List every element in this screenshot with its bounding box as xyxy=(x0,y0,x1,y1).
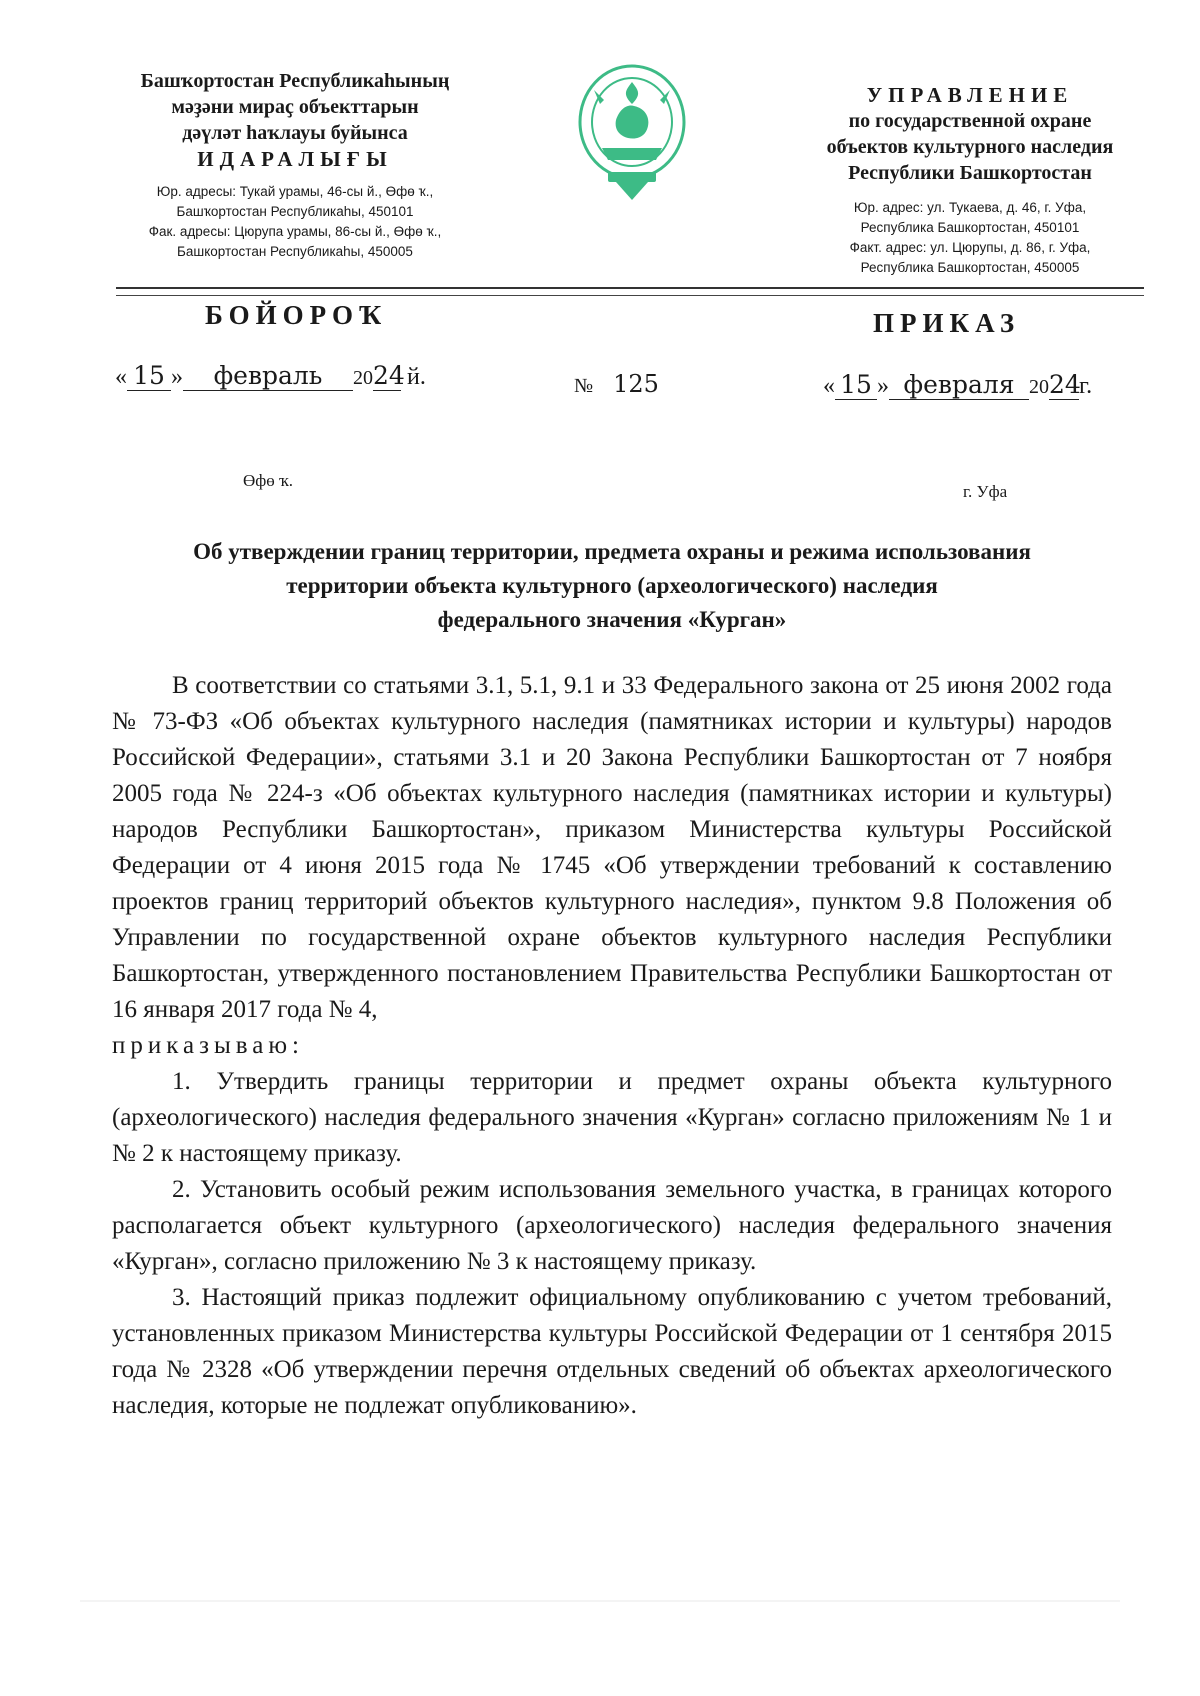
title-line-3: федерального значения «Курган» xyxy=(437,607,787,632)
address-bashkir xyxy=(100,182,490,262)
city-bashkir: Өфө ҡ. xyxy=(243,471,294,490)
address-line: Республика Башкортостан, 450005 xyxy=(860,260,1080,275)
number-value: 125 xyxy=(613,370,659,398)
date-year-prefix: 20 xyxy=(353,367,373,389)
org-name-russian-line-4: Республики Башкортостан xyxy=(848,162,1092,184)
quote-open: « xyxy=(115,364,127,390)
quote-close: » xyxy=(171,364,183,390)
number-sign: № xyxy=(574,375,594,397)
org-name-bashkir-line-3: дәүләт һаҡлауы буйынса xyxy=(182,122,408,144)
org-name-russian-line-3: объектов культурного наследия xyxy=(826,136,1114,158)
address-russian xyxy=(780,198,1160,278)
header-divider-thin xyxy=(116,295,1144,296)
preamble-paragraph: В соответствии со статьями 3.1, 5.1, 9.1 и 33 Федерального закона от 25 июня 2002 года № 73-ФЗ «Об объектах культурного наследия (памятниках истории и культуры) народов Российской Федерации», статьями 3.1 и 20 Закона Республики Башкортостан от 7 ноября 2005 года № 224-з «Об объектах культурного наследия (памятниках истории и культуры) народов Республики Башкортостан», приказом Министерства культуры Российской Федерации от 4 июня 2015 года № 1745 «Об утверждении требований к составлению проектов границ территорий объектов культурного наследия», пунктом 9.8 Положения об Управлении по государственной охране объектов культурного наследия Республики Башкортостан, утвержденного постановлением Правительства Республики Башкортостан от 16 января 2017 года № 4, xyxy=(112,672,1112,1023)
address-line: Юр. адрес: ул. Тукаева, д. 46, г. Уфа, xyxy=(853,200,1087,215)
org-name-bashkir-line-4: ИДАРАЛЫҒЫ xyxy=(197,147,393,171)
address-line: Факт. адрес: ул. Цюрупы, д. 86, г. Уфа, xyxy=(849,240,1091,255)
date-year-prefix: 20 xyxy=(1029,376,1049,398)
city-russian: г. Уфа xyxy=(963,482,1008,501)
address-line: Башҡортостан Республикаһы, 450101 xyxy=(176,204,414,219)
quote-close: » xyxy=(877,373,889,399)
date-bashkir xyxy=(115,361,426,391)
order-item-2: 2. Установить особый режим использования земельного участка, в границах которого располагается объект культурного (археологического) наследия федерального значения «Курган», согласно приложению № 3 к настоящему приказу. xyxy=(112,1176,1112,1275)
header-right-block xyxy=(780,82,1160,278)
date-day: 15 xyxy=(835,370,877,400)
document-number xyxy=(574,370,659,399)
title-line-1: Об утверждении границ территории, предмета охраны и режима использования xyxy=(193,539,1031,564)
org-name-russian-line-1: УПРАВЛЕНИЕ xyxy=(866,83,1074,107)
date-day: 15 xyxy=(127,361,171,391)
bashkortostan-coat-of-arms-icon xyxy=(572,60,692,210)
address-line: Башкортостан Республикаһы, 450005 xyxy=(177,244,413,259)
date-suffix: г. xyxy=(1079,373,1093,399)
date-month: февраль xyxy=(183,361,353,391)
date-month: февраля xyxy=(889,370,1029,400)
document-title xyxy=(112,535,1112,637)
org-name-bashkir-line-2: мәҙәни мираҫ объекттарын xyxy=(171,96,419,118)
date-year-suffix: 24 xyxy=(373,361,405,390)
header-divider xyxy=(116,287,1144,289)
address-line: Республика Башкортостан, 450101 xyxy=(860,220,1080,235)
doc-type-bashkir: БОЙОРОҠ xyxy=(205,300,388,330)
doc-type-russian: ПРИКАЗ xyxy=(873,308,1021,338)
document-body xyxy=(112,668,1112,1424)
order-word: приказываю: xyxy=(112,1032,304,1059)
title-line-2: территории объекта культурного (археологического) наследия xyxy=(286,573,938,598)
date-russian xyxy=(823,370,1092,400)
address-line: Юр. адресы: Тукай урамы, 46-сы й., Өфө ҡ., xyxy=(156,184,434,199)
page-bottom-shadow xyxy=(80,1600,1120,1602)
date-year-suffix: 24 xyxy=(1049,370,1081,399)
order-item-1: 1. Утвердить границы территории и предмет охраны объекта культурного (археологического) наследия федерального значения «Курган» согласно приложениям № 1 и № 2 к настоящему приказу. xyxy=(112,1068,1112,1167)
header-left-block xyxy=(100,68,490,262)
date-suffix: й. xyxy=(407,364,426,390)
address-line: Фак. адресы: Цюрупа урамы, 86-сы й., Өфө ҡ., xyxy=(148,224,442,239)
order-item-3: 3. Настоящий приказ подлежит официальному опубликованию с учетом требований, установленных приказом Министерства культуры Российской Федерации от 1 сентября 2015 года № 2328 «Об утверждении перечня отдельных сведений об объектах археологического наследия, которые не подлежат опубликованию». xyxy=(112,1284,1112,1419)
quote-open: « xyxy=(823,373,835,399)
org-name-russian-line-2: по государственной охране xyxy=(848,110,1092,132)
org-name-bashkir-line-1: Башҡортостан Республикаһының xyxy=(140,70,450,92)
